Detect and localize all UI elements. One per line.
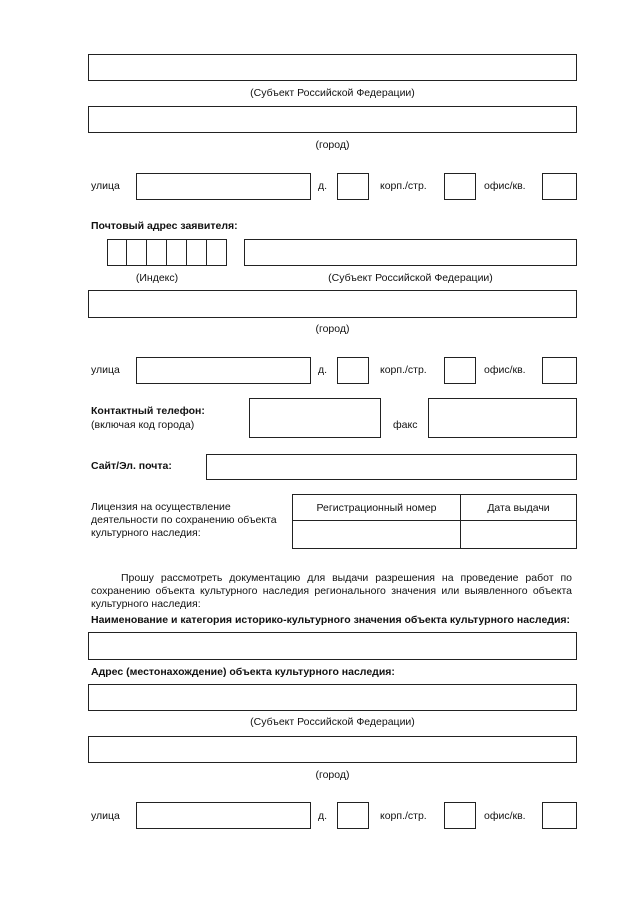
phone-title: Контактный телефон: <box>91 405 205 417</box>
license-issue-date-field[interactable] <box>460 520 577 549</box>
building-field-3[interactable] <box>444 802 476 829</box>
postal-address-title: Почтовый адрес заявителя: <box>91 220 238 232</box>
fax-field[interactable] <box>428 398 577 438</box>
subject-field-2[interactable] <box>244 239 577 266</box>
street-label-1: улица <box>91 180 120 192</box>
license-col-reg-header: Регистрационный номер <box>292 494 461 521</box>
phone-field[interactable] <box>249 398 381 438</box>
house-label-2: д. <box>318 364 328 376</box>
fax-label: факс <box>393 419 418 431</box>
postal-index-cell[interactable] <box>126 239 147 266</box>
postal-index-cell[interactable] <box>206 239 227 266</box>
city-field-3[interactable] <box>88 736 577 763</box>
request-text: Прошу рассмотреть документацию для выдачи разрешения на проведение работ по сохранению объекта культурного наследия регионального значения или выявленного объекта культурного наследия: <box>91 572 572 610</box>
postal-index-cell[interactable] <box>146 239 167 266</box>
subject-field-3[interactable] <box>88 684 577 711</box>
street-label-2: улица <box>91 364 120 376</box>
building-label-1: корп./стр. <box>380 180 427 192</box>
building-label-2: корп./стр. <box>380 364 427 376</box>
building-field-1[interactable] <box>444 173 476 200</box>
license-reg-number-field[interactable] <box>292 520 461 549</box>
city-caption-3: (город) <box>315 769 350 781</box>
office-label-2: офис/кв. <box>484 364 526 376</box>
city-field-1[interactable] <box>88 106 577 133</box>
office-field-1[interactable] <box>542 173 577 200</box>
street-field-2[interactable] <box>136 357 311 384</box>
city-caption-1: (город) <box>315 139 350 151</box>
subject-caption-3: (Субъект Российской Федерации) <box>250 716 415 728</box>
house-field-2[interactable] <box>337 357 369 384</box>
subject-caption-1: (Субъект Российской Федерации) <box>250 87 415 99</box>
object-name-title: Наименование и категория историко-культурного значения объекта культурного наследия: <box>91 614 571 626</box>
office-label-3: офис/кв. <box>484 810 526 822</box>
office-field-3[interactable] <box>542 802 577 829</box>
house-label-1: д. <box>318 180 328 192</box>
street-field-1[interactable] <box>136 173 311 200</box>
postal-index-cell[interactable] <box>107 239 127 266</box>
object-name-field[interactable] <box>88 632 577 660</box>
house-field-3[interactable] <box>337 802 369 829</box>
index-caption: (Индекс) <box>135 272 179 284</box>
office-field-2[interactable] <box>542 357 577 384</box>
site-email-field[interactable] <box>206 454 577 480</box>
license-col-date-header: Дата выдачи <box>460 494 577 521</box>
site-email-label: Сайт/Эл. почта: <box>91 460 172 472</box>
subject-caption-2: (Субъект Российской Федерации) <box>328 272 493 284</box>
house-label-3: д. <box>318 810 328 822</box>
license-text: Лицензия на осуществление деятельности по сохранению объекта культурного наследия: <box>91 501 277 539</box>
postal-index-cell[interactable] <box>186 239 207 266</box>
building-label-3: корп./стр. <box>380 810 427 822</box>
house-field-1[interactable] <box>337 173 369 200</box>
phone-note: (включая код города) <box>91 419 195 431</box>
subject-field-1[interactable] <box>88 54 577 81</box>
city-field-2[interactable] <box>88 290 577 318</box>
postal-index-cell[interactable] <box>166 239 187 266</box>
object-address-title: Адрес (местонахождение) объекта культурного наследия: <box>91 666 395 678</box>
office-label-1: офис/кв. <box>484 180 526 192</box>
street-label-3: улица <box>91 810 120 822</box>
building-field-2[interactable] <box>444 357 476 384</box>
city-caption-2: (город) <box>315 323 350 335</box>
street-field-3[interactable] <box>136 802 311 829</box>
